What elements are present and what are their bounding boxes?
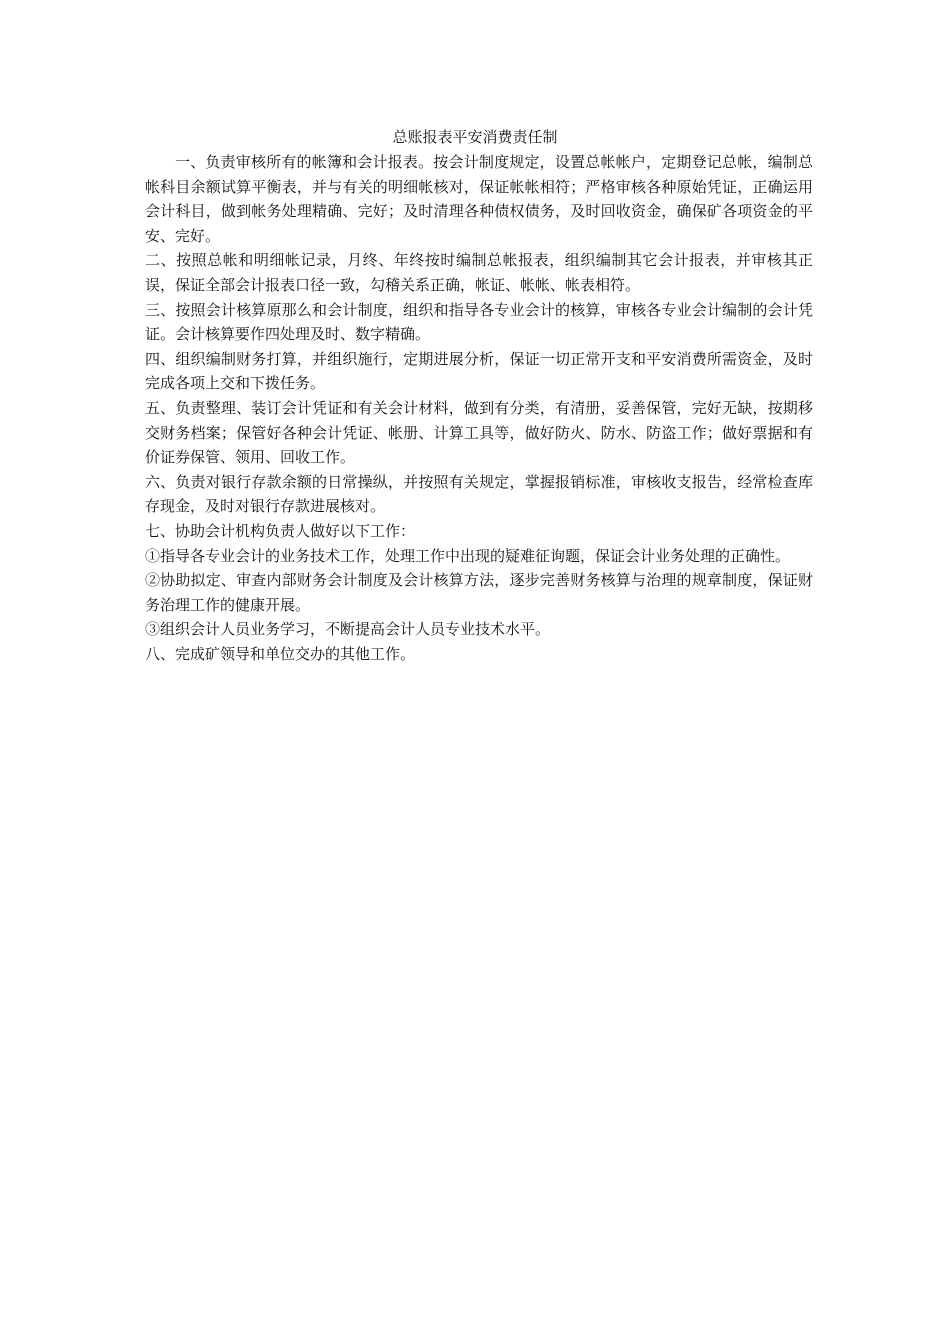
paragraph-7-item-2: ②协助拟定、审查内部财务会计制度及会计核算方法，逐步完善财务核算与治理的规章制度，保证财务治理工作的健康开展。 [145, 571, 813, 614]
document-title: 总账报表平安消费责任制 [392, 128, 558, 146]
paragraph-8: 八、完成矿领导和单位交办的其他工作。 [145, 644, 416, 663]
paragraph-7-item-1: ①指导各专业会计的业务技术工作，处理工作中出现的疑难征询题，保证会计业务处理的正确性。 [145, 546, 791, 565]
paragraph-1: 一、负责审核所有的帐簿和会计报表。按会计制度规定，设置总帐帐户，定期登记总帐，编制总帐科目余额试算平衡表，并与有关的明细帐核对，保证帐帐相符；严格审核各种原始凭证，正确运用会计科目，做到帐务处理精确、完好；及时清理各种债权债务，及时回收资金，确保矿各项资金的平安、完好。 [145, 153, 813, 245]
paragraph-5: 五、负责整理、装订会计凭证和有关会计材料，做到有分类，有清册，妥善保管，完好无缺，按期移交财务档案；保管好各种会计凭证、帐册、计算工具等，做好防火、防水、防盗工作；做好票据和有价证券保管、领用、回收工作。 [145, 398, 813, 467]
document-body [145, 150, 813, 666]
paragraph-7: 七、协助会计机构负责人做好以下工作： [145, 521, 416, 540]
paragraph-6: 六、负责对银行存款余额的日常操纵，并按照有关规定，掌握报销标准，审核收支报告，经常检查库存现金，及时对银行存款进展核对。 [145, 472, 813, 516]
paragraph-7-item-3: ③组织会计人员业务学习，不断提高会计人员专业技术水平。 [145, 620, 551, 639]
paragraph-3: 三、按照会计核算原那么和会计制度，组织和指导各专业会计的核算，审核各专业会计编制的会计凭证。会计核算要作四处理及时、数字精确。 [145, 300, 813, 344]
paragraph-4: 四、组织编制财务打算，并组织施行，定期进展分析，保证一切正常开支和平安消费所需资金，及时完成各项上交和下拨任务。 [145, 349, 813, 393]
paragraph-2: 二、按照总帐和明细帐记录，月终、年终按时编制总帐报表，组织编制其它会计报表，并审核其正误，保证全部会计报表口径一致，勾稽关系正确，帐证、帐帐、帐表相符。 [145, 251, 813, 294]
